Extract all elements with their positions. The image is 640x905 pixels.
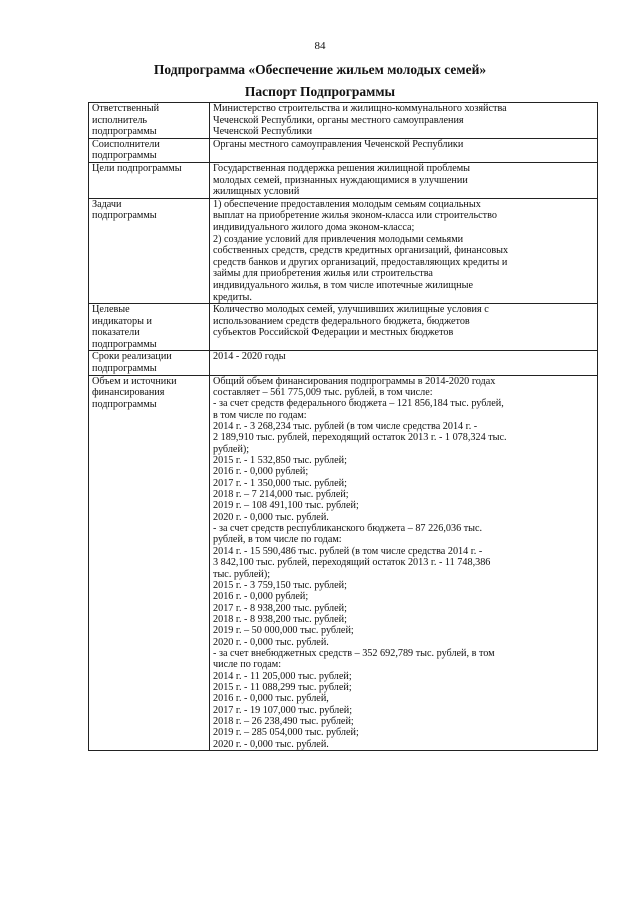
row-value-line: выплат на приобретение жилья эконом-класса или строительство [213, 210, 497, 222]
row-label-line: индикаторы и [92, 315, 152, 327]
passport-row [89, 304, 598, 351]
passport-row [89, 103, 598, 139]
row-value-line: кредиты. [213, 291, 252, 303]
row-value-line: 2) создание условий для привлечения молодыми семьями [213, 233, 464, 245]
row-value-line: 2020 г. - 0,000 тыс. рублей. [213, 511, 329, 523]
row-value-line: 2016 г. - 0,000 тыс. рублей, [213, 693, 329, 705]
row-label [89, 198, 210, 303]
row-label-line: подпрограммы [92, 126, 157, 138]
row-value-line: Чеченской Республики [213, 126, 313, 138]
row-label-line: показатели [92, 327, 140, 339]
row-value-line: Общий объем финансирования подпрограммы в 2014-2020 годах [213, 375, 496, 387]
row-label-line: Цели подпрограммы [92, 162, 182, 174]
row-label [89, 138, 210, 162]
passport-row [89, 162, 598, 198]
row-value-line: 2019 г. – 108 491,100 тыс. рублей; [213, 500, 359, 512]
row-label [89, 304, 210, 351]
row-label-line: финансирования [92, 387, 165, 399]
row-value-line: 2017 г. - 1 350,000 тыс. рублей; [213, 477, 347, 489]
row-value-line: 2016 г. - 0,000 рублей; [213, 466, 309, 478]
row-value-line: 2014 г. - 3 268,234 тыс. рублей (в том числе средства 2014 г. - [213, 421, 478, 433]
row-value-line: 2015 г. - 3 759,150 тыс. рублей; [213, 579, 347, 591]
row-value-line: жилищных условий [213, 186, 300, 198]
row-value-line: Государственная поддержка решения жилищной проблемы [213, 162, 471, 174]
row-value-line: субъектов Российской Федерации и местных бюджетов [213, 327, 454, 339]
row-value-line: 2018 г. – 7 214,000 тыс. рублей; [213, 489, 349, 501]
row-value [210, 162, 598, 198]
row-value [210, 351, 598, 375]
row-value-line: - за счет внебюджетных средств – 352 692,789 тыс. рублей, в том [213, 647, 495, 659]
row-value-line: 2020 г. - 0,000 тыс. рублей. [213, 738, 329, 750]
row-value-line: 3 842,100 тыс. рублей, переходящий остаток 2013 г. - 11 748,386 [213, 557, 491, 569]
row-value-line: молодых семей, признанных нуждающимися в улучшении [213, 174, 468, 186]
row-value-line: Чеченской Республики, органы местного самоуправления [213, 114, 464, 126]
row-value-line: индивидуального жилья, в том числе ипотечные жилищные [213, 279, 473, 291]
row-label-line: Соисполнители [92, 138, 160, 150]
row-label-line: Ответственный [92, 103, 160, 114]
row-label-line: подпрограммы [92, 398, 157, 410]
row-value-line: тыс. рублей); [213, 568, 271, 580]
passport-row [89, 351, 598, 375]
row-value-line: средств банков и других организаций, предоставляющих кредиты и [213, 256, 508, 268]
row-value-line: 2018 г. – 26 238,490 тыс. рублей; [213, 715, 354, 727]
row-value-line: Органы местного самоуправления Чеченской Республики [213, 138, 464, 150]
row-value-line: Министерство строительства и жилищно-коммунального хозяйства [213, 103, 507, 114]
row-value [210, 375, 598, 750]
row-value-line: - за счет средств республиканского бюджета – 87 226,036 тыс. [213, 523, 483, 535]
row-value-line: займы для приобретения жилья или строительства [213, 268, 433, 280]
row-label-line: Задачи [92, 198, 122, 210]
row-label [89, 351, 210, 375]
passport-subtitle: Паспорт Подпрограммы [244, 84, 396, 99]
row-value-line: 2015 г. - 1 532,850 тыс. рублей; [213, 455, 347, 467]
row-value-line: 2014 - 2020 годы [213, 351, 286, 363]
row-label [89, 103, 210, 139]
row-value-line: 2019 г. – 285 054,000 тыс. рублей; [213, 727, 359, 739]
passport-row [89, 375, 598, 750]
row-value-line: Количество молодых семей, улучшивших жилищные условия с [213, 304, 489, 316]
row-value-line: 1) обеспечение предоставления молодым семьям социальных [213, 198, 481, 210]
row-value-line: числе по годам: [213, 659, 282, 671]
row-label-line: Объем и источники [92, 375, 177, 387]
row-value-line: 2016 г. - 0,000 рублей; [213, 591, 309, 603]
row-value-line: 2017 г. - 19 107,000 тыс. рублей; [213, 704, 353, 716]
row-value [210, 103, 598, 139]
document-title: Подпрограмма «Обеспечение жильем молодых семей» [153, 62, 487, 77]
row-value-line: 2018 г. - 8 938,200 тыс. рублей; [213, 613, 347, 625]
row-value-line: составляет – 561 775,009 тыс. рублей, в том числе: [213, 387, 433, 398]
row-value-line: 2017 г. - 8 938,200 тыс. рублей; [213, 602, 347, 614]
row-label-line: Целевые [92, 304, 130, 316]
row-label-line: подпрограммы [92, 150, 157, 162]
row-value-line: в том числе по годам: [213, 409, 307, 421]
row-label-line: Сроки реализации [92, 351, 172, 363]
row-label [89, 162, 210, 198]
row-value [210, 304, 598, 351]
row-value-line: 2014 г. - 11 205,000 тыс. рублей; [213, 670, 352, 682]
passport-row [89, 198, 598, 303]
row-value-line: 2015 г. - 11 088,299 тыс. рублей; [213, 681, 352, 693]
row-value-line: 2020 г. - 0,000 тыс. рублей. [213, 636, 329, 648]
passport-row [89, 138, 598, 162]
row-value-line: собственных средств, средств кредитных организаций, финансовых [213, 245, 509, 257]
passport-table [88, 102, 598, 751]
row-value-line: 2014 г. - 15 590,486 тыс. рублей (в том числе средства 2014 г. - [213, 545, 483, 557]
row-value-line: рублей); [213, 443, 250, 455]
row-value [210, 138, 598, 162]
row-label-line: подпрограммы [92, 210, 157, 222]
row-value-line: - за счет средств федерального бюджета – 121 856,184 тыс. рублей, [213, 398, 504, 410]
row-value-line: индивидуального жилого дома эконом-класса; [213, 221, 415, 233]
page-number: 84 [314, 40, 326, 52]
row-value [210, 198, 598, 303]
row-value-line: 2 189,910 тыс. рублей, переходящий остаток 2013 г. - 1 078,324 тыс. [213, 432, 507, 444]
row-label-line: подпрограммы [92, 338, 157, 350]
row-label-line: исполнитель [92, 114, 148, 126]
row-value-line: 2019 г. – 50 000,000 тыс. рублей; [213, 625, 354, 637]
row-value-line: использованием средств федерального бюджета, бюджетов [213, 315, 470, 327]
row-value-line: рублей, в том числе по годам: [213, 534, 342, 546]
row-label [89, 375, 210, 750]
row-label-line: подпрограммы [92, 363, 157, 375]
